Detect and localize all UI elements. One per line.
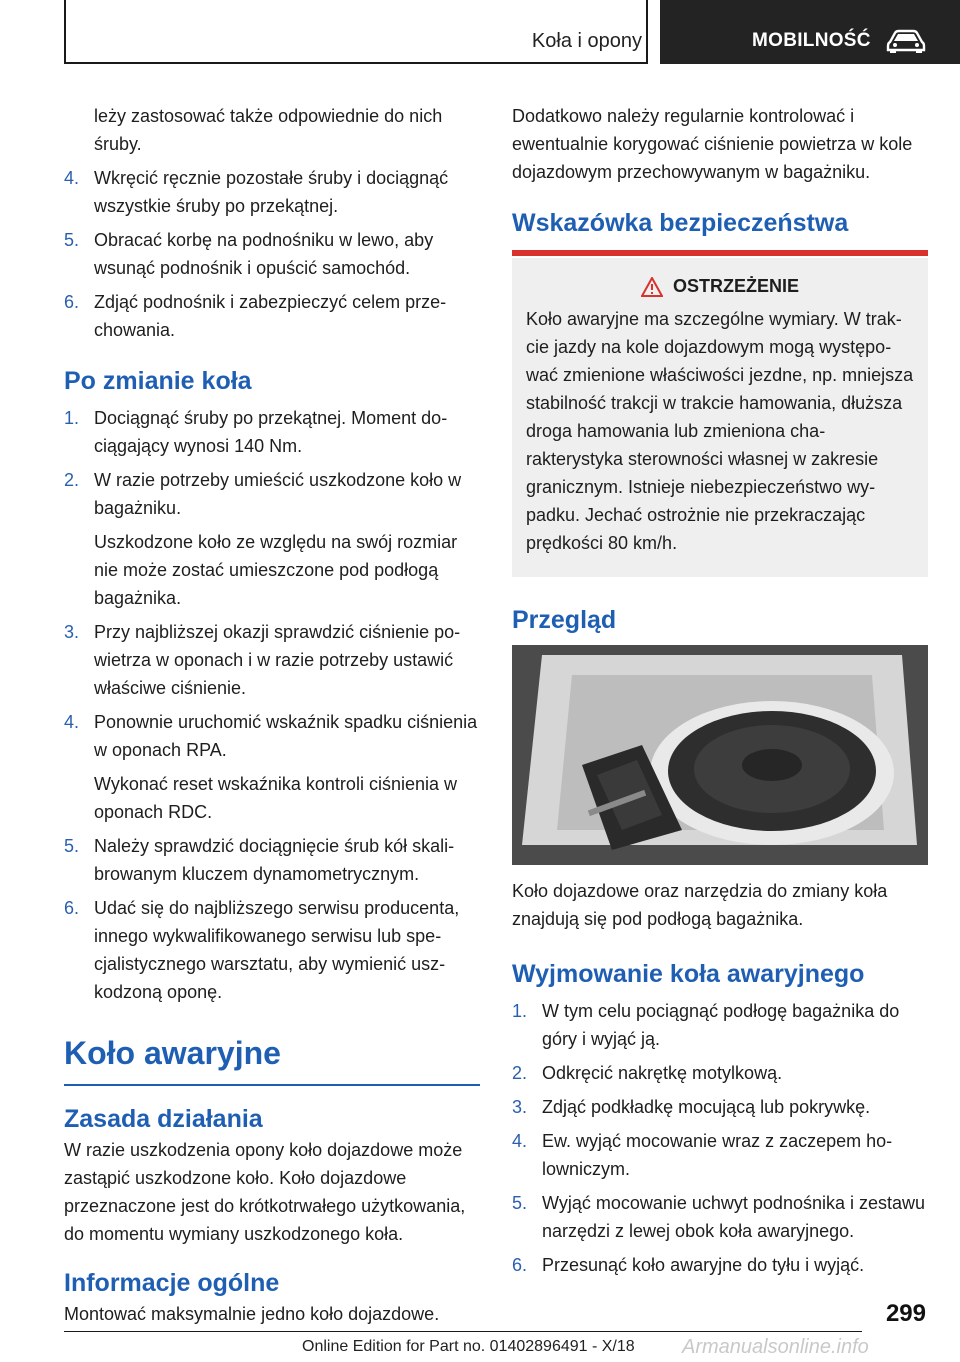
heading-safety: Wskazówka bezpieczeństwa [512, 209, 849, 237]
list-item [64, 708, 480, 764]
list-item [64, 618, 480, 702]
heading-removal: Wyjmowanie koła awaryjnego [512, 960, 865, 988]
page-number: 299 [885, 1300, 926, 1327]
list-number: 1. [512, 1001, 528, 1021]
left-column [64, 92, 480, 1328]
list-number: 5. [512, 1193, 528, 1213]
list-text: Przy najbliższej okazji sprawdzić ciśnienie powietrza w oponach i w razie potrzeby ustawić właściwe ciśnienie. [94, 622, 461, 698]
list-number: 6. [64, 292, 80, 312]
list-number: 5. [64, 230, 80, 250]
list-number: 6. [512, 1255, 528, 1275]
list-text: Ew. wyjąć mocowanie wraz z zaczepem holowniczym. [542, 1131, 893, 1179]
list-text: Obracać korbę na podnośniku w lewo, aby wsunąć podnośnik i opuścić samochód. [94, 230, 434, 278]
list-number: 4. [512, 1131, 528, 1151]
list-number: 1. [64, 408, 80, 428]
principle-text: W razie uszkodzenia opony koło dojazdowe może zastąpić uszkodzone koło. Koło dojazdowe przeznaczone jest do krótkotrwałego użytkowania, do momentu wymiany uszkodzonego koła. [64, 1140, 466, 1244]
list-item [64, 404, 480, 460]
list-item [64, 226, 480, 282]
list-item [64, 894, 480, 1006]
trunk-illustration [512, 645, 928, 865]
warning-text: Koło awaryjne ma szczególne wymiary. W trakcie jazdy na kole dojazdowym mogą występować zmienione właściwości jezdne, np. mniejsza stabilność trakcji w trakcie hamowania, dłuższa droga hamowania lub zmieniona charakterystyka sterowności własnej w zakresie granicznym. Istnieje niebezpieczeństwo wypadku. Jechać ostrożnie nie przekraczając prędkości 80 km/h. [526, 309, 914, 553]
list-text: Wkręcić ręcznie pozostałe śruby i dociągnąć wszystkie śruby po przekątnej. [94, 168, 449, 216]
list-text: Zdjąć podkładkę mocującą lub pokrywkę. [542, 1097, 871, 1117]
list-text: Ponownie uruchomić wskaźnik spadku ciśnienia w oponach RPA. [94, 712, 478, 760]
list-number: 4. [64, 712, 80, 732]
section-title: Koła i opony [531, 30, 642, 52]
warning-box [512, 258, 928, 577]
car-icon [886, 28, 926, 54]
list-item [512, 1127, 928, 1183]
heading-principle: Zasada działania [64, 1105, 263, 1133]
list-item [64, 832, 480, 888]
intro-text: Dodatkowo należy regularnie kontrolować i ewentualnie korygować ciśnienie powietrza w kole dojazdowym przechowywanym w bagażniku. [512, 106, 913, 182]
list-text: Udać się do najbliższego serwisu producenta, innego wykwalifikowanego serwisu lub specjalistycznego warsztatu, aby wymienić uszkodzoną oponę. [94, 898, 460, 1002]
list-number: 2. [64, 470, 80, 490]
warning-triangle-icon [641, 277, 663, 297]
warning-title: OSTRZEŻENIE [672, 276, 799, 296]
chapter-title: MOBILNOŚĆ [752, 30, 871, 51]
heading-after-change: Po zmianie koła [64, 367, 252, 395]
step-note: Uszkodzone koło ze względu na swój rozmiar nie może zostać umieszczone pod podłogą bagażnika. [94, 532, 458, 608]
edition-text: Online Edition for Part no. 01402896491 - X/18 [302, 1338, 635, 1355]
list-item [64, 466, 480, 522]
right-column [512, 92, 928, 1285]
list-item [512, 1059, 928, 1087]
heading-spare-wheel: Koło awaryjne [64, 1034, 480, 1086]
list-number: 5. [64, 836, 80, 856]
list-text: Należy sprawdzić dociągnięcie śrub kół skalibrowanym kluczem dynamometrycznym. [94, 836, 455, 884]
warning-bar [512, 250, 928, 256]
list-number: 6. [64, 898, 80, 918]
list-item [512, 1189, 928, 1245]
step-continuation: leży zastosować także odpowiednie do nich śruby. [94, 106, 443, 154]
list-text: W razie potrzeby umieścić uszkodzone koło w bagażniku. [94, 470, 462, 518]
footer-divider [64, 1331, 862, 1332]
list-item [64, 164, 480, 220]
warning-header [526, 276, 914, 297]
list-item [64, 288, 480, 344]
list-text: Dociągnąć śruby po przekątnej. Moment dociągający wynosi 140 Nm. [94, 408, 448, 456]
list-text: W tym celu pociągnąć podłogę bagażnika do góry i wyjąć ją. [542, 1001, 900, 1049]
image-caption: Koło dojazdowe oraz narzędzia do zmiany koła znajdują się pod podłogą bagażnika. [512, 881, 888, 929]
list-text: Wyjąć mocowanie uchwyt podnośnika i zestawu narzędzi z lewej obok koła awaryjnego. [542, 1193, 926, 1241]
list-item [512, 1251, 928, 1279]
trunk-spare-wheel-image [512, 645, 928, 865]
list-number: 2. [512, 1063, 528, 1083]
list-number: 4. [64, 168, 80, 188]
list-number: 3. [512, 1097, 528, 1117]
watermark: Armanualsonline.info [682, 1336, 869, 1358]
list-item [512, 997, 928, 1053]
general-text: Montować maksymalnie jedno koło dojazdowe. [64, 1304, 440, 1324]
list-item [512, 1093, 928, 1121]
step-note: Wykonać reset wskaźnika kontroli ciśnienia w oponach RDC. [94, 774, 457, 822]
list-text: Odkręcić nakrętkę motylkową. [542, 1063, 783, 1083]
heading-overview: Przegląd [512, 606, 617, 634]
list-text: Zdjąć podnośnik i zabezpieczyć celem przechowania. [94, 292, 447, 340]
list-number: 3. [64, 622, 80, 642]
list-text: Przesunąć koło awaryjne do tyłu i wyjąć. [542, 1255, 865, 1275]
heading-general-info: Informacje ogólne [64, 1269, 280, 1297]
